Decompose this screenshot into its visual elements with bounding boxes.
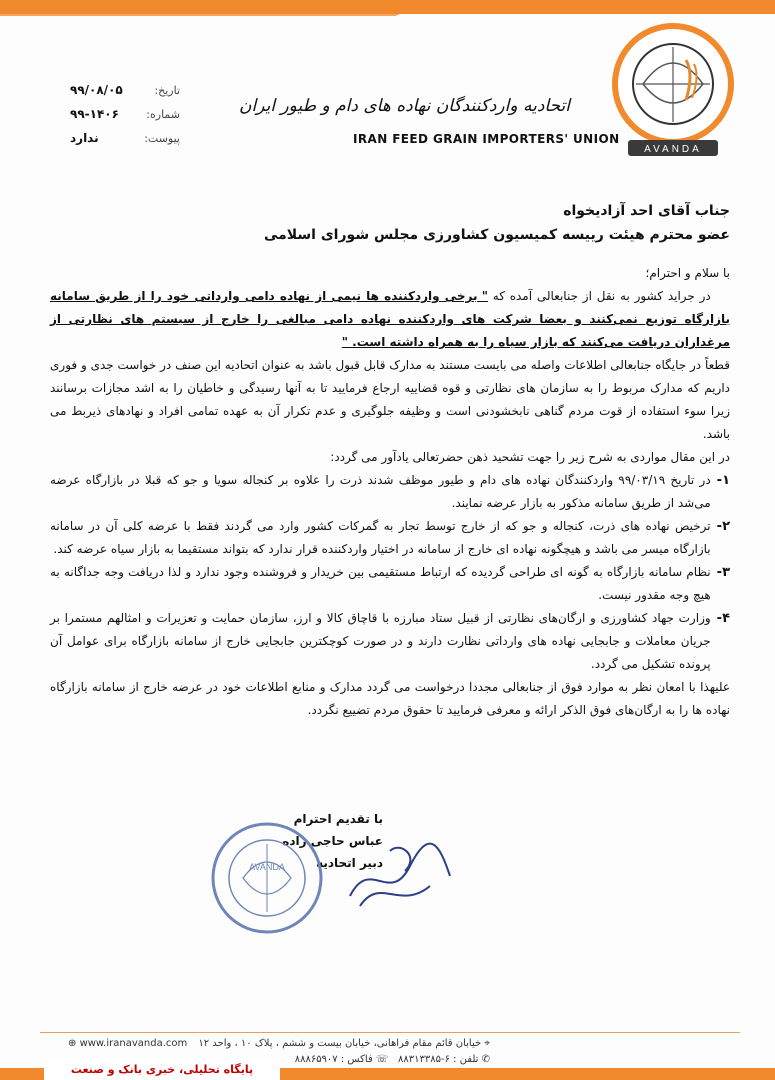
list-item-text: وزارت جهاد کشاورزی و ارگان‌های نظارتی از قبیل ستاد مبارزه با قاچاق کالا و ارز، سازمان حمایت و تعزیرات و امثالهم مستمرا بر جریان معاملات و جابجایی نهاده های وارداتی نظارت دارند و در صورت کوچکترین جابجایی خارج از سامانه بازارگاه برای عوامل آن پرونده تشکیل می گردد. xyxy=(50,611,711,671)
attachment-row xyxy=(70,126,180,150)
logo-label: AVANDA xyxy=(644,144,702,155)
quoted-statement: " برخی واردکننده ها نیمی از نهاده دامی وارداتی خود را از طریق سامانه بازارگاه توزیع نمی‌کنند و بعضا شرکت های واردکننده نهاده دامی مبالغی را خارج از سیستم های نظارتی از مرغداران دریافت می‌کنند که بازار سیاه را به همراه داشته است. " xyxy=(50,289,730,349)
globe-icon: ⊕ xyxy=(68,1038,80,1049)
union-name-en: IRAN FEED GRAIN IMPORTERS' UNION xyxy=(353,132,620,146)
paragraph-2: در این مقال مواردی به شرح زیر را جهت تشحید ذهن حضرتعالی یادآور می گردد: xyxy=(330,450,730,464)
official-stamp xyxy=(207,818,327,938)
union-logo xyxy=(598,22,748,162)
paragraph-1: قطعاً در جایگاه جنابعالی اطلاعات واصله می بایست مستند به مدارک قابل قبول باشد به عنوان اتحادیه این صنف در خواست جدی و فوری داریم که مدارک مربوط را به سازمان های نظارتی و قوه قضاییه ارجاع فرمایید تا به آنها رسیدگی و خاطیان را به اشد مجازات برسانند زیرا سوء استفاده از قوت مردم گناهی نابخشودنی است و وظیفه جلوگیری و عدم تکرار آن به عهده تمامی افراد و نهادهای ذیربط می باشد. xyxy=(50,358,730,441)
addressee-title: عضو محترم هیئت رییسه کمیسیون کشاورزی مجلس شورای اسلامی xyxy=(263,227,730,243)
date-row xyxy=(70,78,180,102)
handwritten-signature xyxy=(330,836,460,916)
attachment-label: پیوست: xyxy=(144,131,180,145)
signer-name: عباس حاجی زاده xyxy=(282,834,383,848)
signer-role: دبیر اتحادیه xyxy=(316,856,383,870)
intro-text: در جراید کشور به نقل از جنابعالی آمده که xyxy=(492,289,711,303)
number-value: ۹۹-۱۴۰۶ xyxy=(70,107,119,121)
footer-divider xyxy=(40,1032,740,1033)
union-name-fa: اتحادیه واردکنندگان نهاده های دام و طیور ایران xyxy=(239,96,570,116)
date-value: ۹۹/۰۸/۰۵ xyxy=(70,83,123,97)
list-item-text: در تاریخ ۹۹/۰۳/۱۹ واردکنندگان نهاده های دام و طیور موظف شدند ذرت را علاوه بر کنجاله سویا و جو که قبلا در بازارگاه عرضه می‌شد از طریق سامانه مذکور به بازار عرضه نمایند. xyxy=(50,473,711,510)
regards-text: با تقدیم احترام xyxy=(293,812,383,826)
footer-website[interactable]: ⊕ www.iranavanda.com xyxy=(68,1038,188,1049)
footer-contact: ✆ تلفن : ۶-۸۸۳۱۳۳۸۵ ☏ فاکس : ۸۸۸۶۵۹۰۷ xyxy=(294,1054,490,1065)
list-item xyxy=(50,515,730,561)
list-item xyxy=(50,561,730,607)
closing-paragraph: علیهذا با امعان نظر به موارد فوق از جنابعالی مجددا درخواست می گردد مدارک و منابع اطلاعات خود در عرضه خارج از سامانه بازارگاه نهاده ها را به ارگان‌های فوق الذکر ارائه و معرفی فرمایید تا حقوق مردم تضییع نگردد. xyxy=(50,680,730,717)
phone-icon: ✆ xyxy=(478,1054,490,1065)
fax-icon: ☏ xyxy=(372,1054,389,1065)
list-item-number: ۴- xyxy=(716,611,730,626)
list-item-number: ۱- xyxy=(716,473,730,488)
list-item-number: ۲- xyxy=(716,519,730,534)
list-item xyxy=(50,469,730,515)
addressee-name: جناب آقای احد آزادیخواه xyxy=(563,203,730,219)
list-item-text: ترخیص نهاده های ذرت، کنجاله و جو که از خارج توسط تجار به گمرکات کشور وارد می گردند فقط با عرضه کلی آن در سامانه بازارگاه میسر می باشد و هیچگونه نهاده ای خارج از سامانه در اختیار واردکننده قرار ندارد که بتواند مستقیما به بازار سیاه عرضه کند. xyxy=(50,519,711,556)
number-row xyxy=(70,102,180,126)
greeting: با سلام و احترام؛ xyxy=(645,266,730,280)
footer-address: ⌖ خیابان قائم مقام فراهانی، خیابان بیست و ششم ، پلاک ۱۰ ، واحد ۱۲ xyxy=(198,1038,490,1049)
intro-paragraph xyxy=(50,285,730,354)
list-item-text: نظام سامانه بازارگاه به گونه ای طراحی گردیده که ارتباط مستقیمی بین خریدار و فروشنده وجود ندارد و لذا دریافت وجه جداگانه به هیچ وجه مقدور نیست. xyxy=(50,565,711,602)
site-watermark: پایگاه تحلیلی، خبری بانک و صنعت xyxy=(44,1059,280,1080)
stamp-label: AVANDA xyxy=(249,862,285,872)
number-label: شماره: xyxy=(146,107,180,121)
list-item-number: ۳- xyxy=(716,565,730,580)
letter-meta xyxy=(70,78,180,150)
date-label: تاریخ: xyxy=(154,83,180,97)
header-band xyxy=(0,0,775,14)
list-item xyxy=(50,607,730,676)
addressee xyxy=(264,203,730,251)
attachment-value: ندارد xyxy=(70,131,99,145)
letter-body xyxy=(50,262,730,722)
location-icon: ⌖ xyxy=(481,1038,490,1049)
